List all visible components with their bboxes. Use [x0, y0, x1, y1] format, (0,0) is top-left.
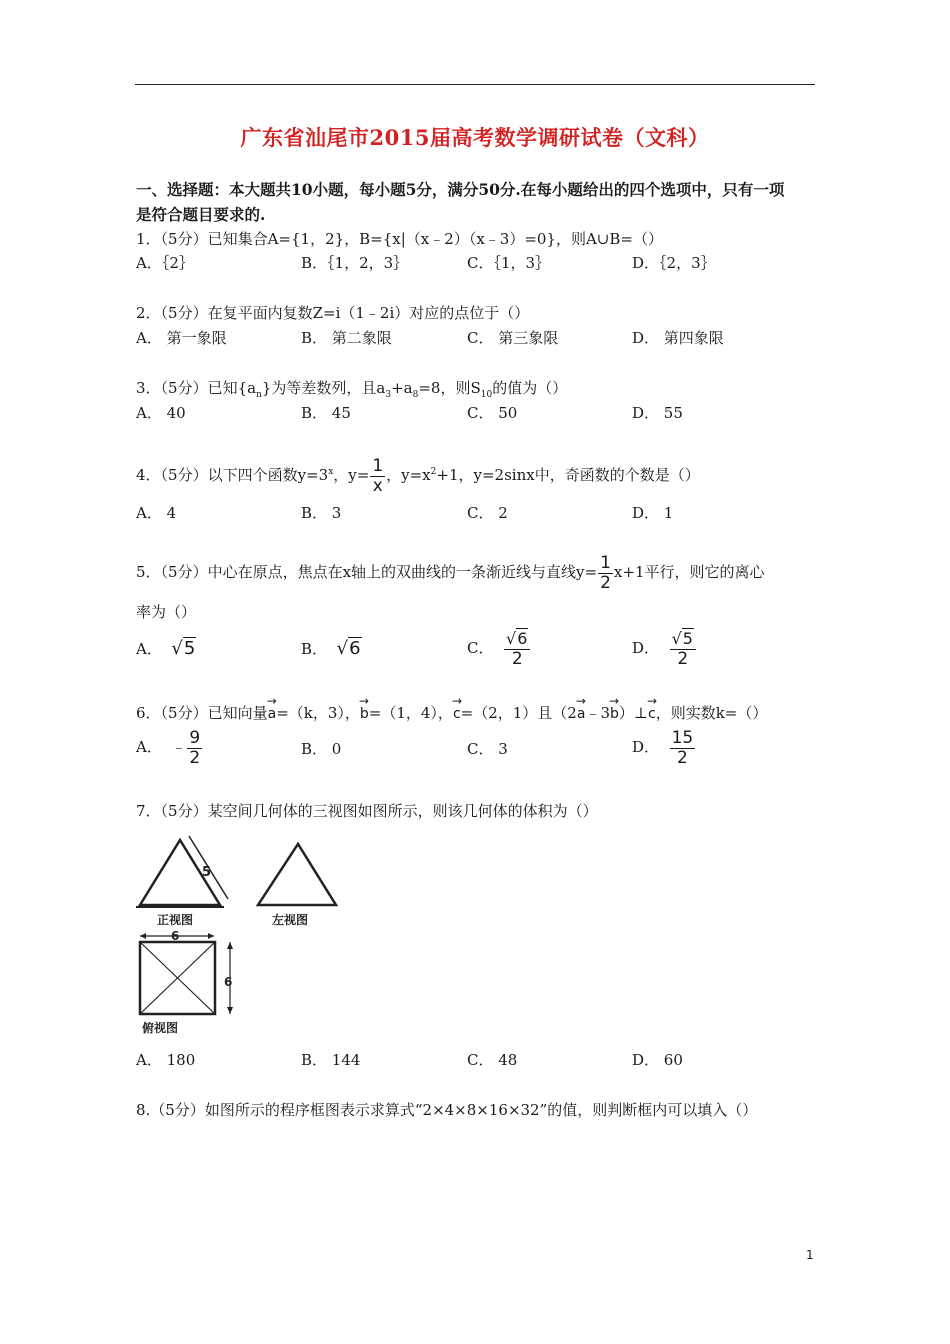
q3-option-d: D． 55: [632, 404, 683, 422]
fraction-1-over-x: $\frac{1}{x}$: [372, 455, 384, 496]
section-heading-line1: 一、选择题：本大题共10小题，每小题5分，满分50分.在每小题给出的四个选项中，只有一项: [136, 180, 785, 199]
q7-option-c: C． 48: [467, 1051, 518, 1069]
q6-option-b: B． 0: [301, 740, 342, 758]
top-height-label: 6: [224, 975, 233, 989]
three-view-diagram: [132, 832, 342, 1042]
q4-option-a: A． 4: [136, 504, 177, 522]
q7-option-b: B． 144: [301, 1051, 361, 1069]
q5-option-c: C． $\frac{√6}{2}$: [467, 624, 531, 672]
question-4-stem: 4．（5分）以下四个函数$y=3^x$，y= $\frac{1}{x}$ ，$y=x^2+1$，y=2sinx中，奇函数的个数是（）: [136, 455, 700, 496]
left-view-label: 左视图: [272, 913, 309, 927]
question-1-stem: 1．（5分）已知集合A={1，2}，B={x|（x﹣2）（x﹣3）=0}，则A∪B=（）: [136, 230, 663, 248]
left-view-triangle: [258, 844, 336, 905]
q5-option-b: B． √6: [301, 638, 361, 659]
top-width-label: 6: [171, 929, 180, 943]
q4-option-c: C． 2: [467, 504, 508, 522]
q2-option-b: B． 第二象限: [301, 329, 392, 347]
q4-option-b: B． 3: [301, 504, 342, 522]
question-5-stem-line2: 率为（）: [136, 603, 197, 621]
question-7-stem: 7．（5分）某空间几何体的三视图如图所示，则该几何体的体积为（）: [136, 802, 598, 820]
top-view-label: 俯视图: [142, 1021, 179, 1035]
vector-a: → a: [268, 700, 277, 722]
q3-option-a: A． 40: [136, 404, 186, 422]
q4-option-d: D． 1: [632, 504, 674, 522]
side-length-label: 5: [202, 865, 212, 880]
vector-b: → b: [360, 700, 369, 722]
q7-option-d: D． 60: [632, 1051, 683, 1069]
q3-option-c: C． 50: [467, 404, 518, 422]
question-6-stem: 6．（5分）已知向量→ a=（k，3），→ b=（1，4），→ c=（2，1）且（2→ a﹣3→ b）⊥→ c，则实数k=（）: [136, 700, 767, 723]
q1-option-b: B．｛1，2，3｝: [301, 254, 409, 272]
page-title: 广东省汕尾市2015届高考数学调研试卷（文科）: [240, 125, 710, 150]
q6-option-c: C． 3: [467, 740, 508, 758]
q5-option-a: A． √5: [136, 638, 196, 659]
question-5-stem: 5．（5分）中心在原点，焦点在x轴上的双曲线的一条渐近线与直线y= $\frac{1}{2}$ x+1平行，则它的离心: [136, 552, 765, 593]
q6-option-a: A． ﹣ $\frac{9}{2}$: [136, 727, 201, 768]
front-view-label: 正视图: [157, 913, 194, 927]
q1-option-d: D．｛2，3｝: [632, 254, 716, 272]
vector-c: → c: [453, 700, 461, 722]
section-heading-line2: 是符合题目要求的.: [136, 205, 266, 224]
q2-option-c: C． 第三象限: [467, 329, 559, 347]
q2-option-a: A． 第一象限: [136, 329, 227, 347]
q1-option-a: A．｛2｝: [136, 254, 194, 272]
q2-option-d: D． 第四象限: [632, 329, 724, 347]
q6-option-d: D． $\frac{15}{2}$: [632, 727, 694, 768]
fraction-1-over-2: $\frac{1}{2}$: [600, 552, 611, 593]
page-number: 1: [806, 1248, 814, 1262]
q1-option-c: C．｛1，3｝: [467, 254, 551, 272]
q5-option-d: D． $\frac{√5}{2}$: [632, 624, 697, 672]
q7-option-a: A． 180: [136, 1051, 196, 1069]
question-3-stem: 3．（5分）已知$\{a_n\}$为等差数列，且$a_3+a_8=8$，则$S_{10}$的值为（）: [136, 379, 568, 400]
header-rule: [135, 84, 815, 85]
question-8-stem: 8.（5分）如图所示的程序框图表示求算式“2×4×8×16×32”的值，则判断框内可以填入（）: [136, 1101, 758, 1119]
question-2-stem: 2．（5分）在复平面内复数Z=i（1﹣2i）对应的点位于（）: [136, 304, 530, 322]
q3-option-b: B． 45: [301, 404, 351, 422]
